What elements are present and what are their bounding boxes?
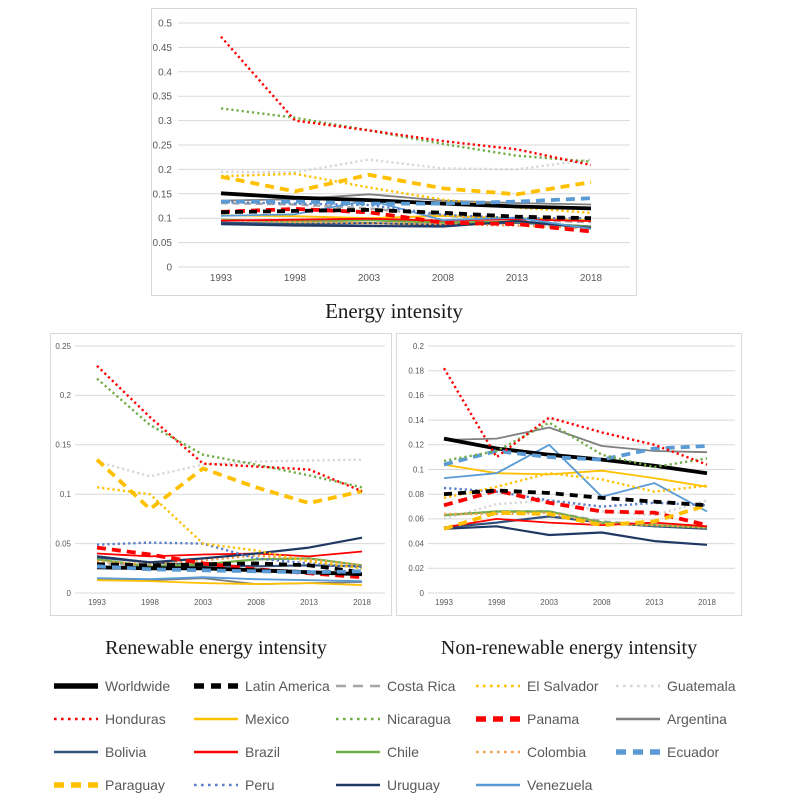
y-tick-label: 0.45	[152, 42, 172, 54]
legend-item-el-salvador	[475, 677, 599, 695]
y-tick-label: 0.2	[59, 391, 71, 401]
legend-item-costa-rica	[335, 677, 455, 695]
legend-label: Peru	[245, 777, 275, 793]
x-tick-label: 1993	[435, 598, 453, 607]
energy-intensity-chart	[151, 8, 637, 296]
x-tick-label: 2013	[645, 598, 664, 607]
legend-label: Ecuador	[667, 744, 720, 760]
legend-label: Brazil	[245, 744, 281, 760]
legend-label: Nicaragua	[387, 711, 451, 727]
x-tick-label: 2013	[505, 273, 529, 284]
y-tick-label: 0.14	[408, 415, 424, 425]
y-tick-label: 0.25	[55, 341, 71, 351]
legend-label: Colombia	[527, 744, 587, 760]
y-tick-label: 0.08	[408, 490, 424, 499]
legend-line-swatch-icon	[193, 745, 239, 759]
legend-label: Uruguay	[387, 777, 440, 793]
legend-item-chile	[335, 743, 419, 761]
legend-item-colombia	[475, 743, 586, 761]
legend-line-swatch-icon	[335, 745, 381, 759]
legend-line-swatch-icon	[53, 745, 99, 759]
x-tick-label: 1998	[487, 598, 506, 607]
legend-item-latin-america	[193, 677, 330, 695]
legend-item-argentina	[615, 710, 727, 728]
x-tick-label: 2018	[353, 598, 371, 607]
chart-border	[397, 334, 742, 616]
legend-label: Panama	[527, 711, 580, 727]
legend-line-swatch-icon	[335, 679, 381, 693]
y-tick-label: 0.2	[412, 341, 424, 351]
y-tick-label: 0.4	[158, 67, 172, 79]
renewable-chart-title: Renewable energy intensity	[105, 637, 327, 659]
legend-label: Venezuela	[527, 777, 593, 793]
x-tick-label: 2003	[357, 273, 381, 284]
legend-label: Argentina	[667, 711, 727, 727]
y-tick-label: 0.04	[408, 539, 424, 549]
legend-item-nicaragua	[335, 710, 451, 728]
legend-item-uruguay	[335, 776, 440, 794]
x-tick-label: 1998	[283, 273, 307, 284]
y-tick-label: 0.02	[408, 564, 424, 574]
legend-line-swatch-icon	[335, 712, 381, 726]
chart-border	[152, 9, 637, 296]
y-tick-label: 0.15	[55, 440, 71, 450]
legend-item-panama	[475, 710, 579, 728]
legend-item-paraguay	[53, 776, 165, 794]
y-tick-label: 0	[166, 262, 172, 274]
legend-item-honduras	[53, 710, 166, 728]
x-tick-label: 1998	[141, 598, 159, 607]
legend-label: Paraguay	[105, 777, 165, 793]
legend	[0, 670, 808, 812]
y-tick-label: 0	[66, 588, 71, 598]
x-tick-label: 2003	[194, 598, 212, 607]
legend-line-swatch-icon	[193, 712, 239, 726]
legend-label: Chile	[387, 744, 419, 760]
x-tick-label: 1993	[88, 598, 106, 607]
legend-label: Guatemala	[667, 678, 736, 694]
y-tick-label: 0	[419, 588, 424, 598]
y-tick-label: 0.12	[408, 440, 424, 450]
legend-line-swatch-icon	[475, 778, 521, 792]
legend-label: El Salvador	[527, 678, 599, 694]
legend-line-swatch-icon	[53, 679, 99, 693]
y-tick-label: 0.35	[152, 91, 172, 103]
renewable-energy-intensity-chart	[50, 333, 392, 616]
legend-line-swatch-icon	[53, 778, 99, 792]
y-tick-label: 0.1	[412, 465, 424, 475]
y-tick-label: 0.5	[158, 18, 172, 30]
x-tick-label: 2003	[540, 598, 559, 607]
legend-line-swatch-icon	[475, 679, 521, 693]
legend-item-guatemala	[615, 677, 735, 695]
legend-label: Worldwide	[105, 678, 171, 694]
x-tick-label: 2018	[579, 273, 603, 284]
x-tick-label: 2013	[300, 598, 318, 607]
non-renewable-energy-intensity-chart	[396, 333, 742, 616]
y-tick-label: 0.3	[158, 116, 172, 128]
y-tick-label: 0.2	[158, 164, 172, 176]
x-tick-label: 2008	[247, 598, 265, 607]
x-tick-label: 2008	[592, 598, 611, 607]
legend-label: Bolivia	[105, 744, 147, 760]
legend-line-swatch-icon	[193, 778, 239, 792]
legend-item-worldwide	[53, 677, 170, 695]
legend-label: Costa Rica	[387, 678, 456, 694]
y-tick-label: 0.1	[158, 213, 172, 225]
y-tick-label: 0.1	[59, 490, 71, 499]
x-tick-label: 2008	[431, 273, 455, 284]
legend-item-bolivia	[53, 743, 146, 761]
legend-line-swatch-icon	[193, 679, 239, 693]
legend-line-swatch-icon	[475, 712, 521, 726]
legend-item-brazil	[193, 743, 280, 761]
y-tick-label: 0.05	[152, 238, 172, 250]
legend-item-mexico	[193, 710, 289, 728]
legend-line-swatch-icon	[53, 712, 99, 726]
x-tick-label: 2018	[698, 598, 716, 607]
y-tick-label: 0.18	[408, 366, 424, 376]
legend-line-swatch-icon	[615, 712, 661, 726]
legend-label: Honduras	[105, 711, 166, 727]
legend-item-peru	[193, 776, 275, 794]
x-tick-label: 1993	[209, 273, 233, 284]
legend-item-venezuela	[475, 776, 592, 794]
y-tick-label: 0.15	[152, 189, 172, 201]
legend-label: Mexico	[245, 711, 290, 727]
legend-line-swatch-icon	[615, 745, 661, 759]
legend-line-swatch-icon	[615, 679, 661, 693]
legend-item-ecuador	[615, 743, 719, 761]
energy-chart-title: Energy intensity	[325, 299, 463, 323]
y-tick-label: 0.06	[408, 514, 424, 524]
y-tick-label: 0.05	[55, 539, 71, 549]
y-tick-label: 0.16	[408, 391, 424, 401]
nonrenewable-chart-title: Non-renewable energy intensity	[440, 637, 698, 659]
y-tick-label: 0.25	[152, 140, 172, 152]
legend-line-swatch-icon	[335, 778, 381, 792]
legend-line-swatch-icon	[475, 745, 521, 759]
legend-label: Latin America	[245, 678, 330, 694]
